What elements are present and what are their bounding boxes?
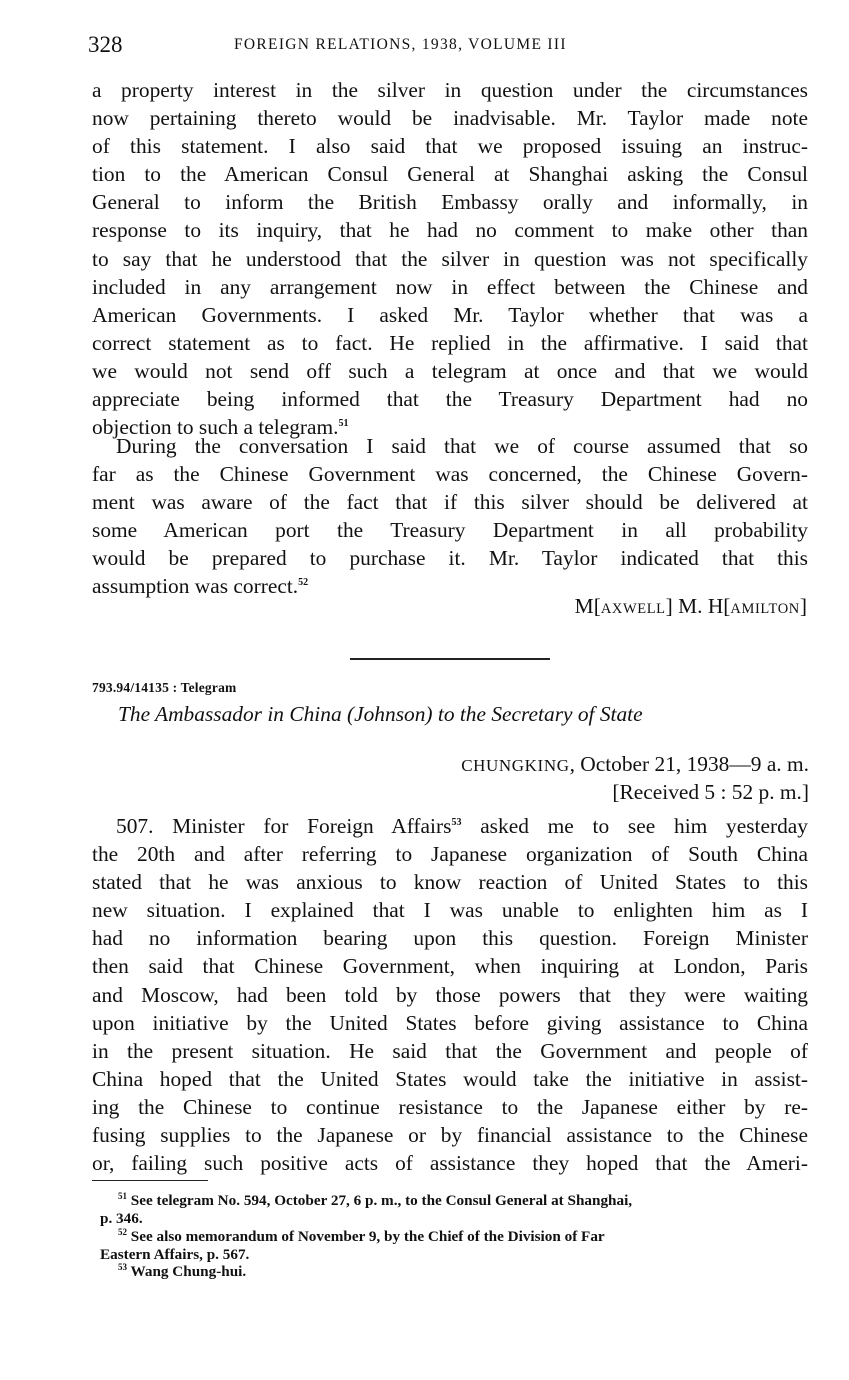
footnote-51 (100, 1192, 812, 1227)
footnote-52 (100, 1228, 812, 1263)
text-line: to say that he understood that the silver in question was not specifically (92, 246, 808, 271)
text-line: some American port the Treasury Department in all probability (92, 518, 808, 543)
text-line: ing the Chinese to continue resistance to the Japanese either by re- (92, 1094, 808, 1119)
footnote-continuation: Eastern Affairs, p. 567. (100, 1245, 250, 1263)
text-line: General to inform the British Embassy orally and informally, in (92, 190, 808, 215)
footnote-reference[interactable]: 53 (451, 816, 462, 828)
footnote-reference[interactable]: 52 (298, 577, 309, 589)
signature-part: ] (799, 594, 807, 618)
text-fragment: assumption was correct. (92, 574, 299, 599)
document-file-reference: 793.94/14135 : Telegram (92, 680, 237, 695)
signature-part: M[ (574, 594, 601, 618)
text-fragment: objection to such a telegram. (92, 415, 339, 440)
text-line: new situation. I explained that I was unable to enlighten him as I (92, 898, 808, 923)
text-line: far as the Chinese Government was concerned, the Chinese Govern- (92, 462, 808, 487)
footnote-mark: 51 (118, 1190, 127, 1201)
text-line: stated that he was anxious to know reaction of United States to this (92, 870, 808, 895)
text-line: correct statement as to fact. He replied in the affirmative. I said that (92, 330, 808, 355)
dateline (461, 752, 809, 777)
signature-smallcaps: AXWELL (600, 601, 666, 617)
section-divider (350, 658, 550, 660)
footnote-rule (92, 1180, 208, 1181)
text-line: would be prepared to purchase it. Mr. Taylor indicated that this (92, 546, 808, 571)
footnote-text: Wang Chung-hui. (130, 1263, 247, 1280)
paragraph-conversation (92, 432, 808, 601)
footnote-text: See also memorandum of November 9, by the Chief of the Division of Far (130, 1228, 605, 1245)
text-line: a property interest in the silver in question under the circumstances (92, 78, 808, 102)
text-fragment: asked me to see him yesterday (461, 814, 808, 838)
text-line: and Moscow, had been told by those powers that they were waiting (92, 982, 808, 1007)
text-fragment: 507. Minister for Foreign Affairs (116, 814, 452, 838)
received-line: [Received 5 : 52 p. m.] (612, 780, 809, 804)
page-number: 328 (88, 32, 123, 57)
text-line: had no information bearing upon this question. Foreign Minister (92, 926, 808, 951)
paragraph-silver-interest (92, 76, 808, 441)
paragraph-telegram-507 (92, 812, 808, 1177)
signature-smallcaps: AMILTON (730, 601, 800, 617)
footnote-line (100, 1228, 812, 1246)
footnote-line (100, 1192, 812, 1210)
text-line: American Governments. I asked Mr. Taylor whether that was a (92, 302, 808, 327)
text-line (92, 812, 808, 840)
footnote-line (100, 1263, 812, 1281)
text-line: China hoped that the United States would take the initiative in assist- (92, 1066, 808, 1091)
text-line: the 20th and after referring to Japanese organization of South China (92, 842, 808, 867)
footnote-53 (100, 1263, 812, 1281)
text-line: in the present situation. He said that the Government and people of (92, 1038, 808, 1063)
footnote-continuation: p. 346. (100, 1209, 143, 1227)
footnote-mark: 52 (118, 1226, 127, 1237)
text-line: During the conversation I said that we of course assumed that so (116, 434, 808, 458)
text-line: tion to the American Consul General at Shanghai asking the Consul (92, 162, 808, 187)
text-line: included in any arrangement now in effect between the Chinese and (92, 274, 808, 299)
footnote-reference[interactable]: 51 (338, 418, 349, 429)
text-line: or, failing such positive acts of assistance they hoped that the Ameri- (92, 1151, 808, 1176)
page-header (88, 32, 808, 62)
dateline-place: CHUNGKING (461, 756, 570, 775)
footnote-text: See telegram No. 594, October 27, 6 p. m., to the Consul General at Shanghai, (130, 1192, 633, 1209)
document-title: The Ambassador in China (Johnson) to the Secretary of State (118, 702, 643, 726)
text-line: ment was aware of the fact that if this silver should be delivered at (92, 490, 808, 515)
text-line: then said that Chinese Government, when inquiring at London, Paris (92, 954, 808, 979)
signature (575, 594, 807, 619)
text-line: appreciate being informed that the Treasury Department had no (92, 387, 808, 412)
text-line: we would not send off such a telegram at once and that we would (92, 358, 808, 383)
text-line: fusing supplies to the Japanese or by financial assistance to the Chinese (92, 1123, 808, 1148)
signature-part: ] M. H[ (665, 594, 731, 618)
text-line: now pertaining thereto would be inadvisable. Mr. Taylor made note (92, 106, 808, 131)
footnote-mark: 53 (118, 1261, 127, 1272)
text-line: upon initiative by the United States before giving assistance to China (92, 1010, 808, 1035)
text-line: response to its inquiry, that he had no comment to make other than (92, 218, 808, 243)
running-head: FOREIGN RELATIONS, 1938, VOLUME III (234, 36, 567, 53)
dateline-date: , October 21, 1938—9 a. m. (569, 752, 809, 776)
text-line: of this statement. I also said that we proposed issuing an instruc- (92, 134, 808, 159)
